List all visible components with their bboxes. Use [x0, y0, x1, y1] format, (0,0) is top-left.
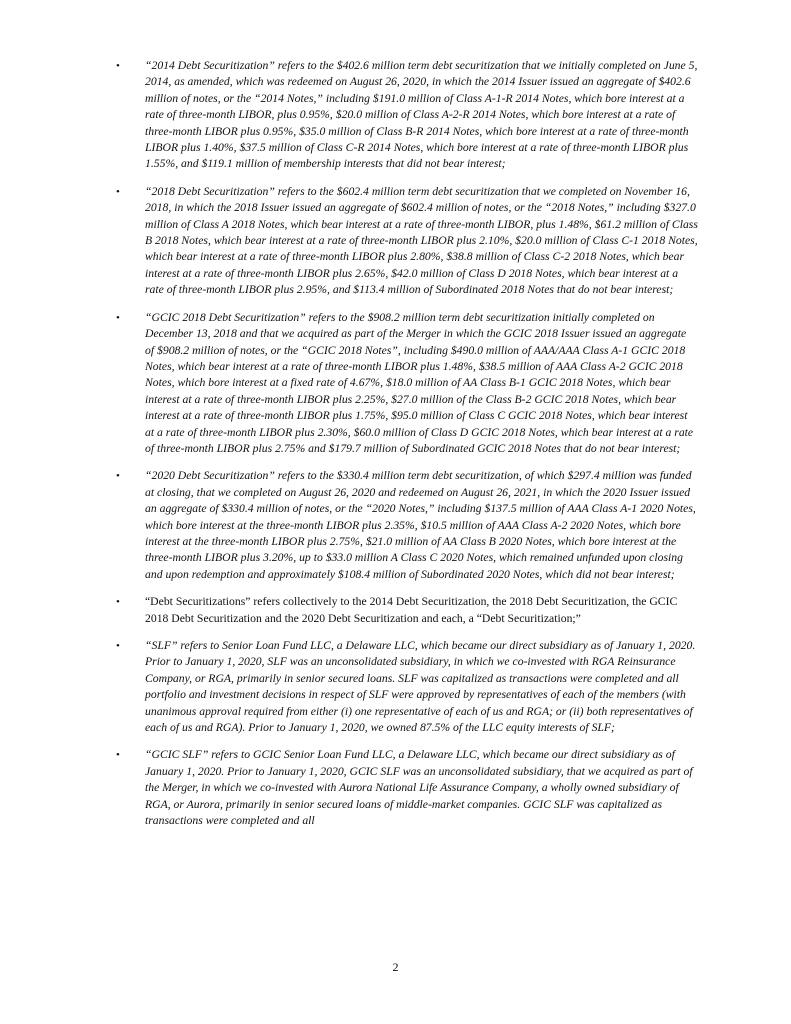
list-item-2014-debt-securitization [113, 58, 698, 173]
list-item-gcic-2018-debt-securitization [113, 310, 698, 458]
list-item-text: “GCIC 2018 Debt Securitization” refers to the $908.2 million term debt securitization initially completed on December 13, 2018 and that we acquired as part of the Merger in which the GCIC 2018 Issuer issued an aggregate of $908.2 million of notes, or the “GCIC 2018 Notes”, including $490.0 million of AAA/AAA Class A-1 GCIC 2018 Notes, which bear interest at a rate of three-month LIBOR plus 1.48%, $38.5 million of AAA Class A-2 GCIC 2018 Notes, which bore interest at a fixed rate of 4.67%, $18.0 million of AA Class B-1 GCIC 2018 Notes, which bear interest at a rate of three-month LIBOR plus 2.25%, $27.0 million of the Class B-2 GCIC 2018 Notes, which bear interest at a rate of three-month LIBOR plus 1.75%, $95.0 million of Class C GCIC 2018 Notes, which bear interest at a rate of three-month LIBOR plus 2.30%, $60.0 million of Class D GCIC 2018 Notes, which bear interest at a rate of three-month LIBOR plus 2.75% and $179.7 million of Subordinated GCIC 2018 Notes that do not bear interest; [145, 310, 694, 455]
list-item-2020-debt-securitization [113, 468, 698, 583]
list-item-text: “2018 Debt Securitization” refers to the $602.4 million term debt securitization that we completed on November 16, 2018, in which the 2018 Issuer issued an aggregate of $602.4 million of notes, or the “2018 Notes,” including $327.0 million of Class A 2018 Notes, which bear interest at a rate of three-month LIBOR, plus 1.48%, $61.2 million of Class B 2018 Notes, which bear interest at a rate of three-month LIBOR plus 2.10%, $20.0 million of Class C-1 2018 Notes, which bear interest at a rate of three-month LIBOR plus 2.80%, $38.8 million of Class C-2 2018 Notes, which bear interest at a rate of three-month LIBOR plus 2.65%, $42.0 million of Class D 2018 Notes, which bear interest at a rate of three-month LIBOR plus 2.95%, and $113.4 million of Subordinated 2018 Notes that do not bear interest; [145, 184, 698, 297]
definitions-list [113, 58, 698, 840]
bullet-icon: • [116, 60, 120, 72]
page-number: 2 [392, 960, 399, 974]
list-item-debt-securitizations [113, 594, 698, 627]
bullet-icon: • [116, 311, 120, 324]
list-item-gcic-slf [113, 747, 698, 829]
bullet-icon: • [116, 640, 120, 652]
bullet-icon: • [116, 749, 120, 762]
list-item-text: “SLF” refers to Senior Loan Fund LLC, a Delaware LLC, which became our direct subsidiary as of January 1, 2020. Prior to January 1, 2020, SLF was an unconsolidated subsidiary, in which we co-invested with RGA Reinsurance Company, or RGA, primarily in senior secured loans. SLF was capitalized as transactions were completed and all portfolio and investment decisions in respect of SLF were approved by representatives of each of the members (with unanimous approval required from either (i) one representative of each of us and RGA; or (ii) both representatives of each of us and RGA). Prior to January 1, 2020, we owned 87.5% of the LLC equity interests of SLF; [145, 639, 696, 735]
bullet-icon: • [116, 596, 120, 609]
bullet-icon: • [116, 470, 120, 483]
bullet-icon: • [116, 185, 120, 198]
list-item-text: “Debt Securitizations” refers collectively to the 2014 Debt Securitization, the 2018 Debt Securitization, the GCIC 2018 Debt Securitization and the 2020 Debt Securitization and each, a “Debt Securitization;” [145, 595, 678, 625]
list-item-text: “2020 Debt Securitization” refers to the $330.4 million term debt securitization, of which $297.4 million was funded at closing, that we completed on August 26, 2020 and redeemed on August 26, 2021, in which the 2020 Issuer issued an aggregate of $330.4 million of notes, or the “2020 Notes,” including $137.5 million of AAA Class A-1 2020 Notes, which bore interest at the three-month LIBOR plus 2.35%, $10.5 million of AAA Class A-2 2020 Notes, which bore interest at the three-month LIBOR plus 2.75%, $21.0 million of AA Class B 2020 Notes, which bore interest at the three-month LIBOR plus 3.20%, up to $33.0 million A Class C 2020 Notes, which remained unfunded upon closing and upon redemption and approximately $108.4 million of Subordinated 2020 Notes, which did not bear interest; [145, 469, 696, 581]
list-item-2018-debt-securitization [113, 184, 698, 299]
list-item-text: “2014 Debt Securitization” refers to the $402.6 million term debt securitization that we initially completed on June 5, 2014, as amended, which was redeemed on August 26, 2020, in which the 2014 Issuer issued an aggregate of $402.6 million of notes, or the “2014 Notes,” including $191.0 million of Class A-1-R 2014 Notes, which bore interest at a rate of three-month LIBOR, plus 0.95%, $20.0 million of Class A-2-R 2014 Notes, which bore interest at a rate of three-month LIBOR plus 0.95%, $35.0 million of Class B-R 2014 Notes, which bore interest at a rate of three-month LIBOR plus 1.40%, $37.5 million of Class C-R 2014 Notes, which bore interest at a rate of three-month LIBOR plus 1.55%, and $119.1 million of membership interests that did not bear interest; [145, 59, 698, 171]
list-item-slf [113, 638, 698, 736]
list-item-text: “GCIC SLF” refers to GCIC Senior Loan Fund LLC, a Delaware LLC, which became our direct subsidiary as of January 1, 2020. Prior to January 1, 2020, GCIC SLF was an unconsolidated subsidiary, that we acquired as part of the Merger, in which we co-invested with Aurora National Life Assurance Company, a wholly owned subsidiary of RGA, or Aurora, primarily in senior secured loans of middle-market companies. GCIC SLF was capitalized as transactions were completed and all [145, 748, 693, 828]
